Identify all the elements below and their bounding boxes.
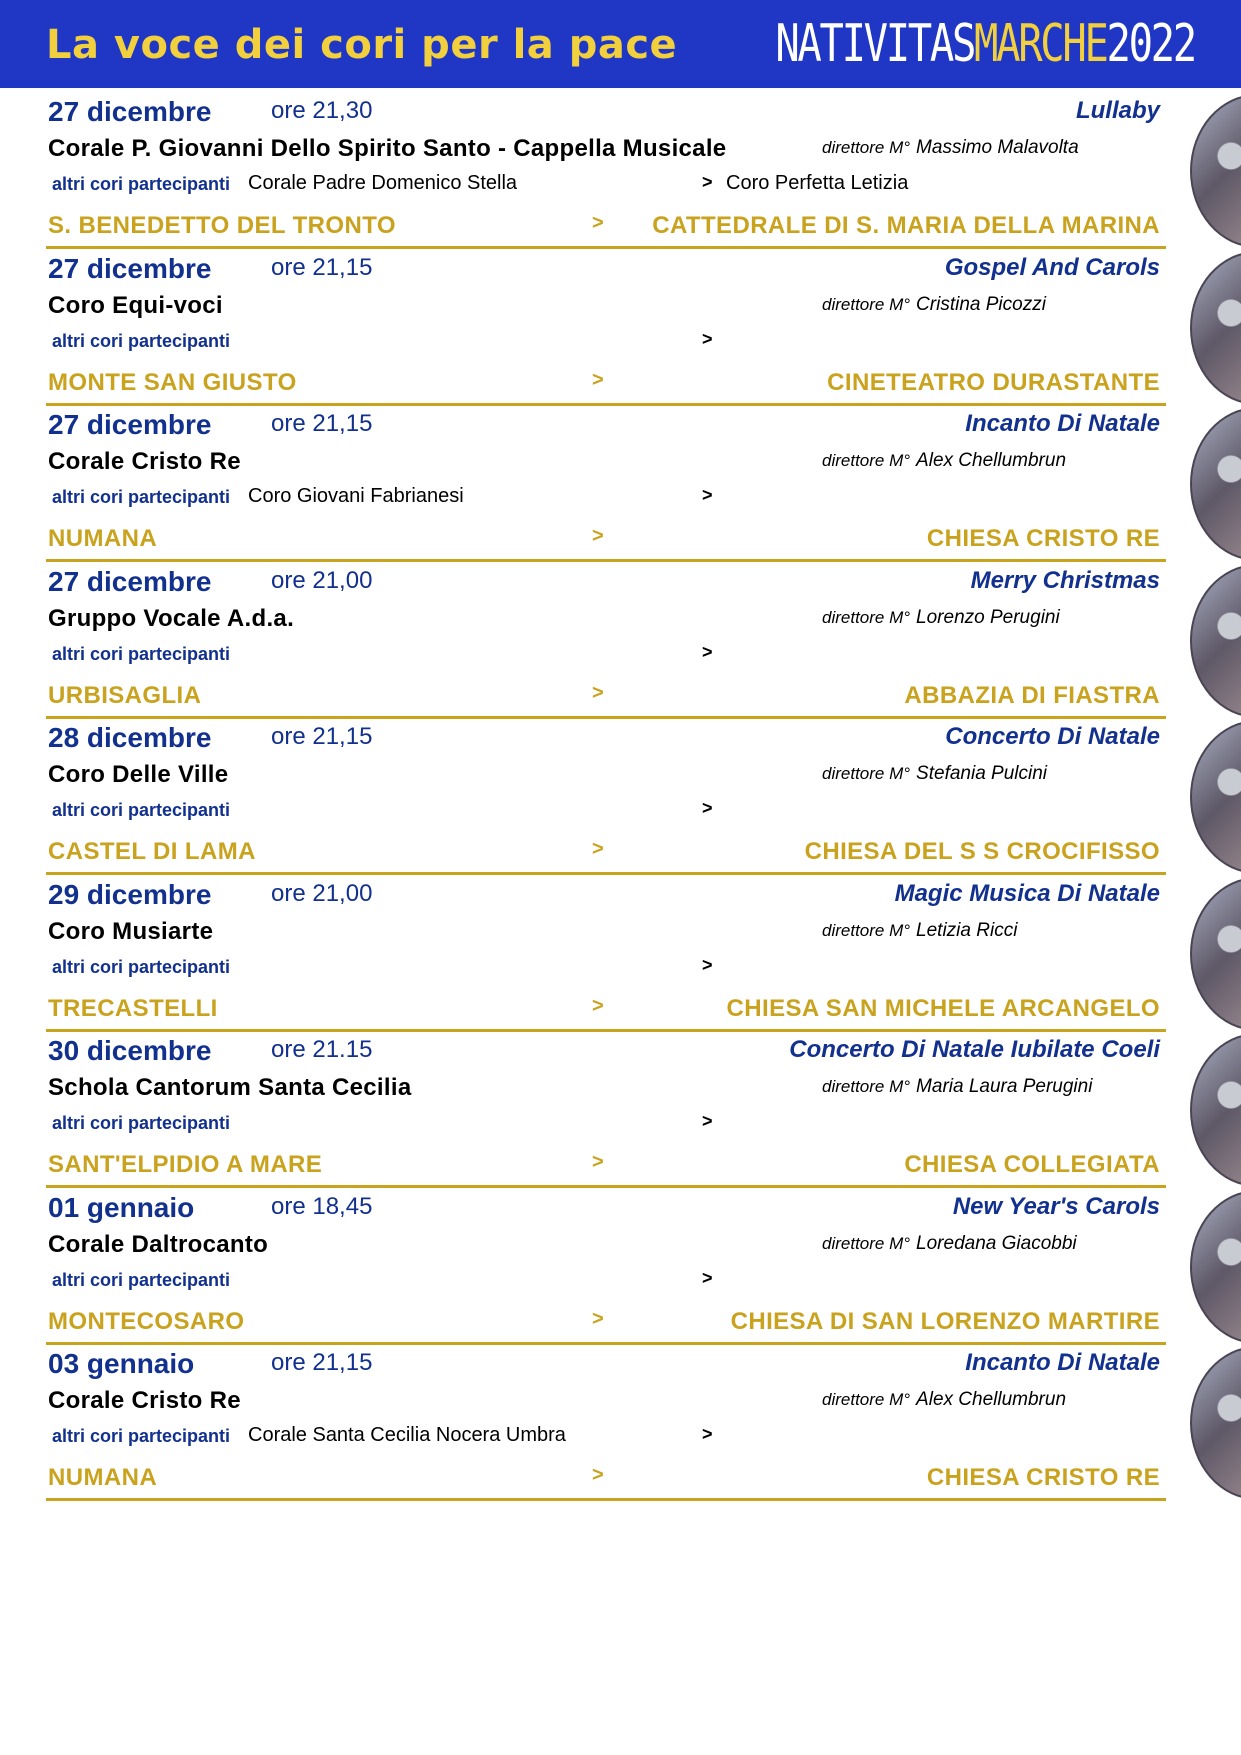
event-card bbox=[46, 401, 1166, 576]
event-card bbox=[46, 1184, 1166, 1359]
director-name: Lorenzo Perugini bbox=[916, 606, 1060, 628]
event-venue: CATTEDRALE DI S. MARIA DELLA MARINA bbox=[652, 212, 1160, 239]
event-card bbox=[46, 558, 1166, 733]
others-label: altri cori partecipanti bbox=[52, 956, 231, 977]
event-town: CASTEL DI LAMA bbox=[48, 838, 256, 865]
venue-separator: > bbox=[592, 368, 604, 391]
event-director bbox=[822, 763, 1047, 785]
event-venue: CHIESA SAN MICHELE ARCANGELO bbox=[726, 994, 1160, 1022]
event-choir: Corale P. Giovanni Dello Spirito Santo - Cappella Musicale bbox=[48, 135, 727, 162]
header-slogan: La voce dei cori per la pace bbox=[46, 22, 678, 68]
director-prefix: direttore M° bbox=[822, 607, 911, 627]
others-separator: > bbox=[702, 1267, 713, 1288]
venue-separator: > bbox=[592, 212, 604, 234]
event-card bbox=[46, 871, 1166, 1046]
director-name: Loredana Giacobbi bbox=[916, 1232, 1077, 1254]
others-label: altri cori partecipanti bbox=[52, 800, 231, 820]
stained-glass-image bbox=[1190, 1033, 1241, 1187]
event-title: Incanto Di Natale bbox=[965, 1349, 1160, 1376]
event-time: ore 21,00 bbox=[271, 879, 373, 907]
venue-separator: > bbox=[592, 1151, 604, 1173]
event-card bbox=[46, 245, 1166, 420]
event-venue: CHIESA CRISTO RE bbox=[926, 1464, 1160, 1491]
event-choir: Coro Delle Ville bbox=[48, 761, 229, 788]
event-town: MONTE SAN GIUSTO bbox=[48, 368, 297, 396]
event-director bbox=[822, 920, 1017, 942]
event-divider bbox=[46, 1498, 1166, 1501]
stained-glass-image bbox=[1190, 94, 1241, 248]
event-title: Lullaby bbox=[1075, 97, 1160, 124]
director-name: Alex Chellumbrun bbox=[916, 450, 1067, 471]
event-town: TRECASTELLI bbox=[48, 994, 218, 1022]
event-director bbox=[822, 294, 1046, 316]
others-separator: > bbox=[702, 328, 713, 349]
stained-glass-image bbox=[1190, 720, 1241, 874]
event-choir: Corale Cristo Re bbox=[48, 448, 241, 475]
event-venue: CINETEATRO DURASTANTE bbox=[827, 368, 1160, 396]
event-town: NUMANA bbox=[48, 1464, 158, 1491]
director-name: Maria Laura Perugini bbox=[916, 1076, 1093, 1097]
brand-part-1: NATIVITAS bbox=[775, 14, 975, 74]
venue-separator: > bbox=[592, 838, 604, 860]
event-time: ore 21,30 bbox=[271, 97, 373, 124]
venue-separator: > bbox=[592, 681, 604, 704]
other-choir-2: Coro Perfetta Letizia bbox=[726, 172, 909, 194]
event-choir: Coro Musiarte bbox=[48, 917, 214, 945]
event-title: Magic Musica Di Natale bbox=[894, 879, 1160, 907]
event-card bbox=[46, 88, 1166, 263]
others-label: altri cori partecipanti bbox=[52, 1426, 231, 1446]
director-prefix: direttore M° bbox=[822, 1390, 911, 1409]
page-header bbox=[0, 0, 1241, 88]
director-prefix: direttore M° bbox=[822, 764, 911, 783]
event-town: URBISAGLIA bbox=[48, 681, 202, 709]
venue-separator: > bbox=[592, 525, 604, 547]
event-venue: CHIESA DEL S S CROCIFISSO bbox=[804, 838, 1160, 865]
event-choir: Corale Daltrocanto bbox=[48, 1230, 269, 1258]
event-card bbox=[46, 714, 1166, 889]
event-card bbox=[46, 1027, 1166, 1202]
event-date: 27 dicembre bbox=[48, 96, 212, 127]
event-time: ore 21,15 bbox=[271, 410, 373, 437]
event-director bbox=[822, 1389, 1066, 1411]
director-prefix: direttore M° bbox=[822, 138, 911, 157]
event-time: ore 21,00 bbox=[271, 566, 373, 594]
event-title: New Year's Carols bbox=[952, 1192, 1160, 1220]
event-date: 27 dicembre bbox=[48, 252, 212, 284]
event-date: 01 gennaio bbox=[48, 1191, 195, 1223]
others-separator: > bbox=[702, 172, 713, 192]
event-venue: CHIESA DI SAN LORENZO MARTIRE bbox=[730, 1307, 1160, 1335]
others-separator: > bbox=[702, 641, 713, 662]
director-prefix: direttore M° bbox=[822, 920, 911, 940]
stained-glass-image bbox=[1190, 1190, 1241, 1344]
director-prefix: direttore M° bbox=[822, 1233, 911, 1253]
event-title: Merry Christmas bbox=[970, 566, 1160, 594]
event-director bbox=[822, 1233, 1077, 1255]
others-label: altri cori partecipanti bbox=[52, 1113, 231, 1133]
event-director bbox=[822, 137, 1079, 159]
others-label: altri cori partecipanti bbox=[52, 487, 231, 507]
event-date: 28 dicembre bbox=[48, 722, 212, 753]
brand-logo bbox=[775, 14, 1195, 74]
event-card bbox=[46, 1340, 1166, 1515]
director-name: Cristina Picozzi bbox=[916, 293, 1046, 315]
event-choir: Corale Cristo Re bbox=[48, 1387, 241, 1414]
event-town: SANT'ELPIDIO A MARE bbox=[48, 1151, 323, 1178]
event-choir: Schola Cantorum Santa Cecilia bbox=[48, 1074, 412, 1101]
event-date: 30 dicembre bbox=[48, 1035, 212, 1066]
stained-glass-image bbox=[1190, 407, 1241, 561]
event-venue: ABBAZIA DI FIASTRA bbox=[904, 681, 1160, 709]
event-date: 27 dicembre bbox=[48, 409, 212, 440]
other-choir-1: Coro Giovani Fabrianesi bbox=[248, 485, 464, 507]
others-label: altri cori partecipanti bbox=[52, 643, 231, 664]
event-date: 27 dicembre bbox=[48, 565, 212, 597]
others-separator: > bbox=[702, 1424, 713, 1444]
other-choir-1: Corale Santa Cecilia Nocera Umbra bbox=[248, 1424, 566, 1446]
event-venue: CHIESA COLLEGIATA bbox=[904, 1151, 1160, 1178]
event-director bbox=[822, 607, 1060, 629]
event-time: ore 21,15 bbox=[271, 253, 373, 281]
others-separator: > bbox=[702, 485, 713, 505]
others-label: altri cori partecipanti bbox=[52, 1269, 231, 1290]
event-town: MONTECOSARO bbox=[48, 1307, 245, 1335]
event-time: ore 21,15 bbox=[271, 723, 373, 750]
event-town: NUMANA bbox=[48, 525, 158, 552]
others-separator: > bbox=[702, 954, 713, 975]
director-name: Alex Chellumbrun bbox=[916, 1389, 1067, 1410]
event-choir: Gruppo Vocale A.d.a. bbox=[48, 604, 295, 632]
event-time: ore 21,15 bbox=[271, 1349, 373, 1376]
event-title: Gospel And Carols bbox=[944, 253, 1160, 281]
event-town: S. BENEDETTO DEL TRONTO bbox=[48, 212, 396, 239]
venue-separator: > bbox=[592, 994, 604, 1017]
director-prefix: direttore M° bbox=[822, 294, 911, 314]
stained-glass-image bbox=[1190, 251, 1241, 405]
stained-glass-image bbox=[1190, 1346, 1241, 1500]
other-choir-1: Corale Padre Domenico Stella bbox=[248, 172, 518, 194]
director-name: Letizia Ricci bbox=[916, 919, 1018, 941]
event-choir: Coro Equi-voci bbox=[48, 291, 223, 319]
event-director bbox=[822, 450, 1066, 472]
director-name: Massimo Malavolta bbox=[916, 137, 1079, 158]
event-time: ore 18,45 bbox=[271, 1192, 373, 1220]
brand-year: 2022 bbox=[1106, 14, 1195, 74]
stained-glass-image bbox=[1190, 564, 1241, 718]
event-time: ore 21.15 bbox=[271, 1036, 373, 1063]
event-date: 29 dicembre bbox=[48, 878, 212, 910]
venue-separator: > bbox=[592, 1464, 604, 1486]
event-title: Incanto Di Natale bbox=[965, 410, 1160, 437]
others-label: altri cori partecipanti bbox=[52, 330, 231, 351]
brand-part-2: MARCHE bbox=[974, 14, 1107, 74]
director-name: Stefania Pulcini bbox=[916, 763, 1048, 784]
director-prefix: direttore M° bbox=[822, 451, 911, 470]
others-separator: > bbox=[702, 1111, 713, 1131]
others-separator: > bbox=[702, 798, 713, 818]
stained-glass-image bbox=[1190, 877, 1241, 1031]
event-director bbox=[822, 1076, 1092, 1098]
venue-separator: > bbox=[592, 1307, 604, 1330]
event-venue: CHIESA CRISTO RE bbox=[926, 525, 1160, 552]
event-title: Concerto Di Natale bbox=[945, 723, 1160, 750]
others-label: altri cori partecipanti bbox=[52, 174, 231, 194]
event-date: 03 gennaio bbox=[48, 1348, 195, 1379]
director-prefix: direttore M° bbox=[822, 1077, 911, 1096]
event-title: Concerto Di Natale Iubilate Coeli bbox=[789, 1036, 1160, 1063]
